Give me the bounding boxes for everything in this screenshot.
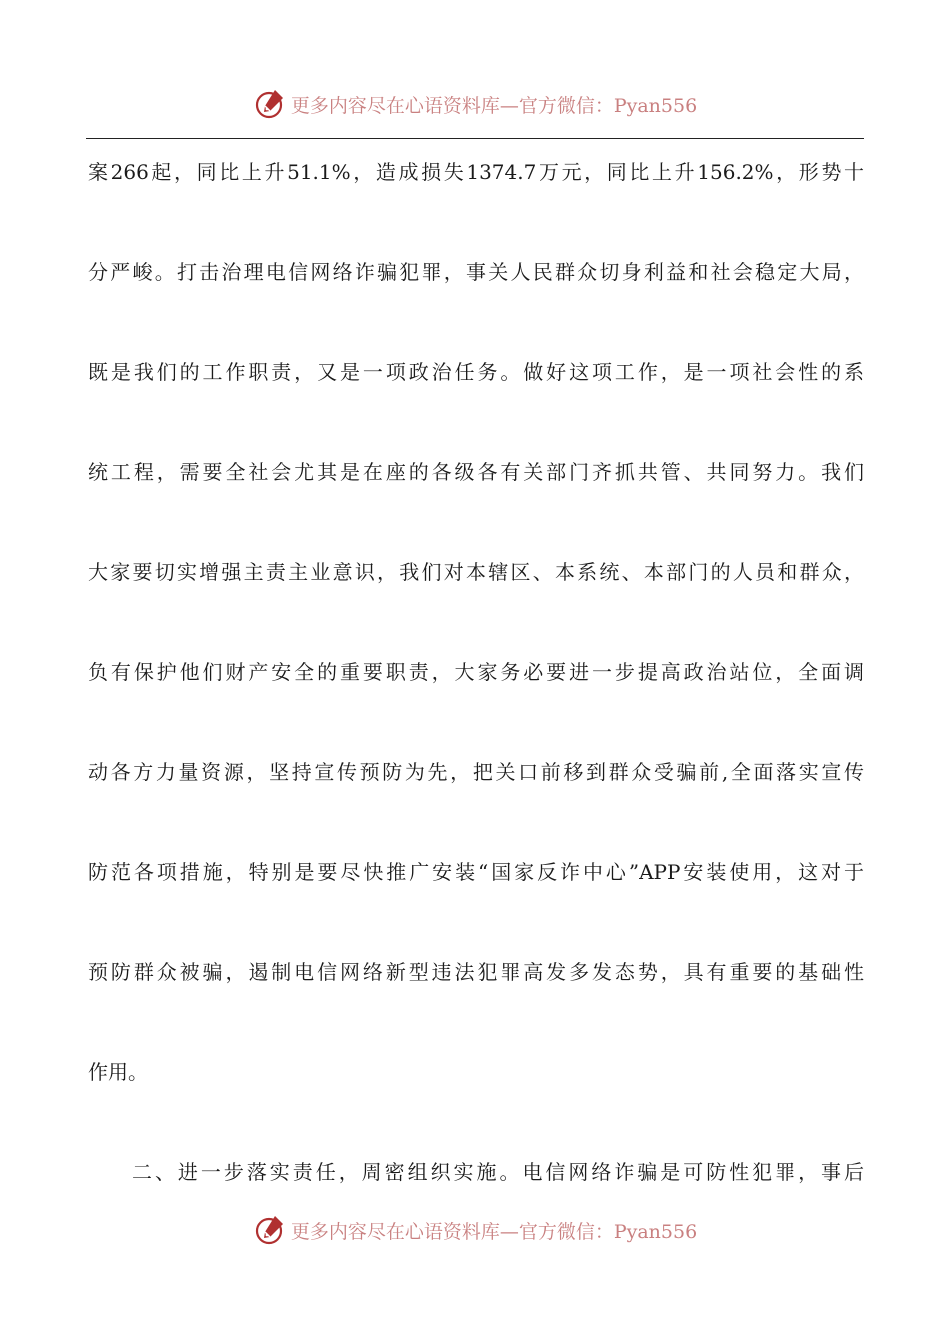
body-line: 负有保护他们财产安全的重要职责，大家务必要进一步提高政治站位，全面调 xyxy=(88,660,864,684)
page-footer-banner xyxy=(0,1208,950,1252)
document-body xyxy=(88,150,864,1250)
body-line: 动各方力量资源，坚持宣传预防为先，把关口前移到群众受骗前,全面落实宣传 xyxy=(88,760,864,784)
footer-banner-text: 更多内容尽在心语资料库—官方微信：Pyan556 xyxy=(290,1220,698,1243)
pen-nib-circle-logo-icon xyxy=(253,87,287,121)
body-line: 防范各项措施，特别是要尽快推广安装“国家反诈中心”APP安装使用，这对于 xyxy=(88,860,864,884)
pen-nib-circle-logo-icon xyxy=(253,1213,287,1247)
header-banner-text: 更多内容尽在心语资料库—官方微信：Pyan556 xyxy=(290,94,698,117)
body-line: 大家要切实增强主责主业意识，我们对本辖区、本系统、本部门的人员和群众， xyxy=(88,560,864,584)
body-line: 分严峻。打击治理电信网络诈骗犯罪，事关人民群众切身利益和社会稳定大局， xyxy=(88,260,864,284)
body-line: 案266起，同比上升51.1%，造成损失1374.7万元，同比上升156.2%，形势十 xyxy=(88,160,864,184)
header-divider xyxy=(86,138,864,139)
body-line: 既是我们的工作职责，又是一项政治任务。做好这项工作，是一项社会性的系 xyxy=(88,360,864,384)
section-heading-line: 二、进一步落实责任，周密组织实施。电信网络诈骗是可防性犯罪，事后 xyxy=(132,1160,864,1184)
body-line: 作用。 xyxy=(88,1060,148,1084)
body-line: 预防群众被骗，遏制电信网络新型违法犯罪高发多发态势，具有重要的基础性 xyxy=(88,960,864,984)
page-header-banner xyxy=(0,82,950,126)
body-line: 统工程，需要全社会尤其是在座的各级各有关部门齐抓共管、共同努力。我们 xyxy=(88,460,864,484)
